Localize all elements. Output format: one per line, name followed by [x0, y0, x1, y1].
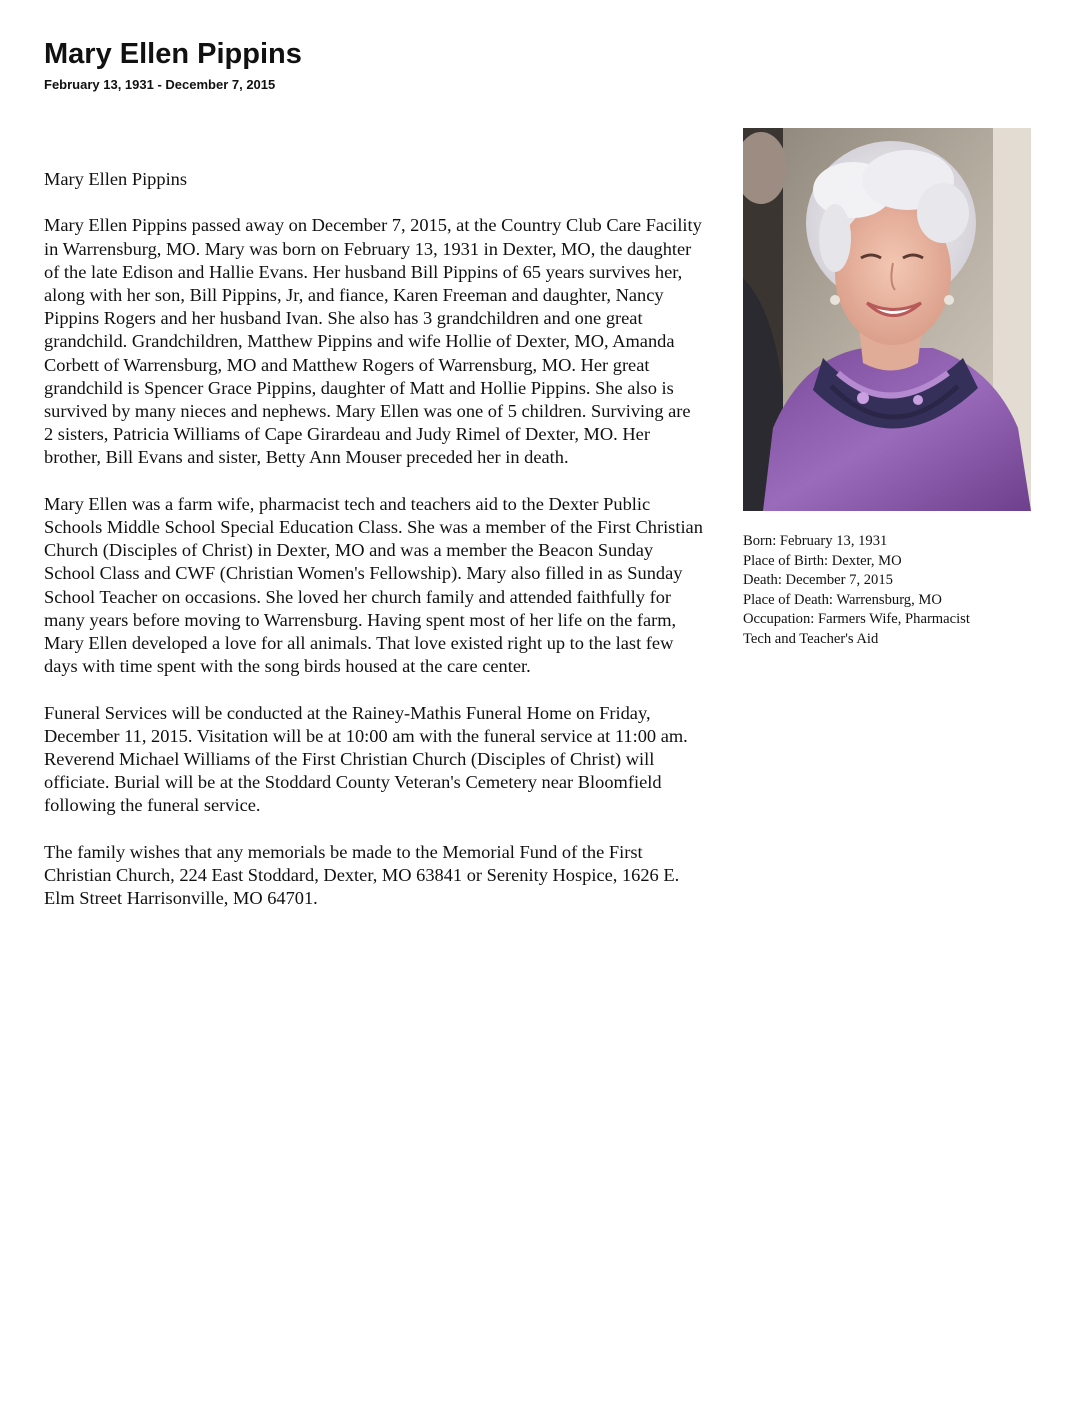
obituary-body	[44, 168, 704, 934]
portrait-photo	[743, 128, 1031, 511]
obituary-paragraph: The family wishes that any memorials be made to the Memorial Fund of the First Christian Church, 224 East Stoddard, Dexter, MO 63841 or Serenity Hospice, 1626 E. Elm Street Harrisonville, MO 64701.	[44, 841, 680, 909]
fact-occupation-continued: Tech and Teacher's Aid	[743, 630, 879, 647]
fact-death: Death: December 7, 2015	[743, 572, 893, 589]
life-dates: February 13, 1931 - December 7, 2015	[44, 77, 276, 92]
fact-place-of-death: Place of Death: Warrensburg, MO	[743, 591, 942, 608]
obituary-header	[44, 36, 1044, 94]
fact-place-of-birth: Place of Birth: Dexter, MO	[743, 552, 902, 569]
facts-panel	[743, 532, 1043, 650]
obituary-paragraph: Mary Ellen was a farm wife, pharmacist tech and teachers aid to the Dexter Public Schools Middle School Special Education Class. She was a member of the First Christian Church (Disciples of Christ) in Dexter, MO and was a member the Beacon Sunday School Class and CWF (Christian Women's Fellowship). Mary also filled in as Sunday School Teacher on occasions. She loved her church family and attended faithfully for many years before moving to Warrensburg. Having spent most of her life on the farm, Mary Ellen developed a love for all animals. That love existed right up to the last few days with time spent with the song birds housed at the care center.	[44, 493, 703, 677]
fact-occupation: Occupation: Farmers Wife, Pharmacist	[743, 611, 970, 628]
page-title: Mary Ellen Pippins	[44, 38, 302, 70]
obituary-name-line: Mary Ellen Pippins	[44, 169, 188, 189]
obituary-paragraph: Funeral Services will be conducted at the Rainey-Mathis Funeral Home on Friday, December 11, 2015. Visitation will be at 10:00 am with the funeral service at 11:00 am. Reverend Michael Williams of the First Christian Church (Disciples of Christ) will officiate. Burial will be at the Stoddard County Veteran's Cemetery near Bloomfield following the funeral service.	[44, 702, 688, 816]
fact-born: Born: February 13, 1931	[743, 533, 888, 549]
obituary-paragraph: Mary Ellen Pippins passed away on December 7, 2015, at the Country Club Care Facility in Warrensburg, MO. Mary was born on February 13, 1931 in Dexter, MO, the daughter of the late Edison and Hallie Evans. Her husband Bill Pippins of 65 years survives her, along with her son, Bill Pippins, Jr, and fiance, Karen Freeman and daughter, Nancy Pippins Rogers and her husband Ivan. She also has 3 grandchildren and one great grandchild. Grandchildren, Matthew Pippins and wife Hollie of Dexter, MO, Amanda Corbett of Warrensburg, MO and Matthew Rogers of Warrensburg, MO. Her great grandchild is Spencer Grace Pippins, daughter of Matt and Hollie Pippins. She also is survived by many nieces and nephews. Mary Ellen was one of 5 children. Surviving are 2 sisters, Patricia Williams of Cape Girardeau and Judy Rimel of Dexter, MO. Her brother, Bill Evans and sister, Betty Ann Mouser preceded her in death.	[44, 215, 702, 468]
